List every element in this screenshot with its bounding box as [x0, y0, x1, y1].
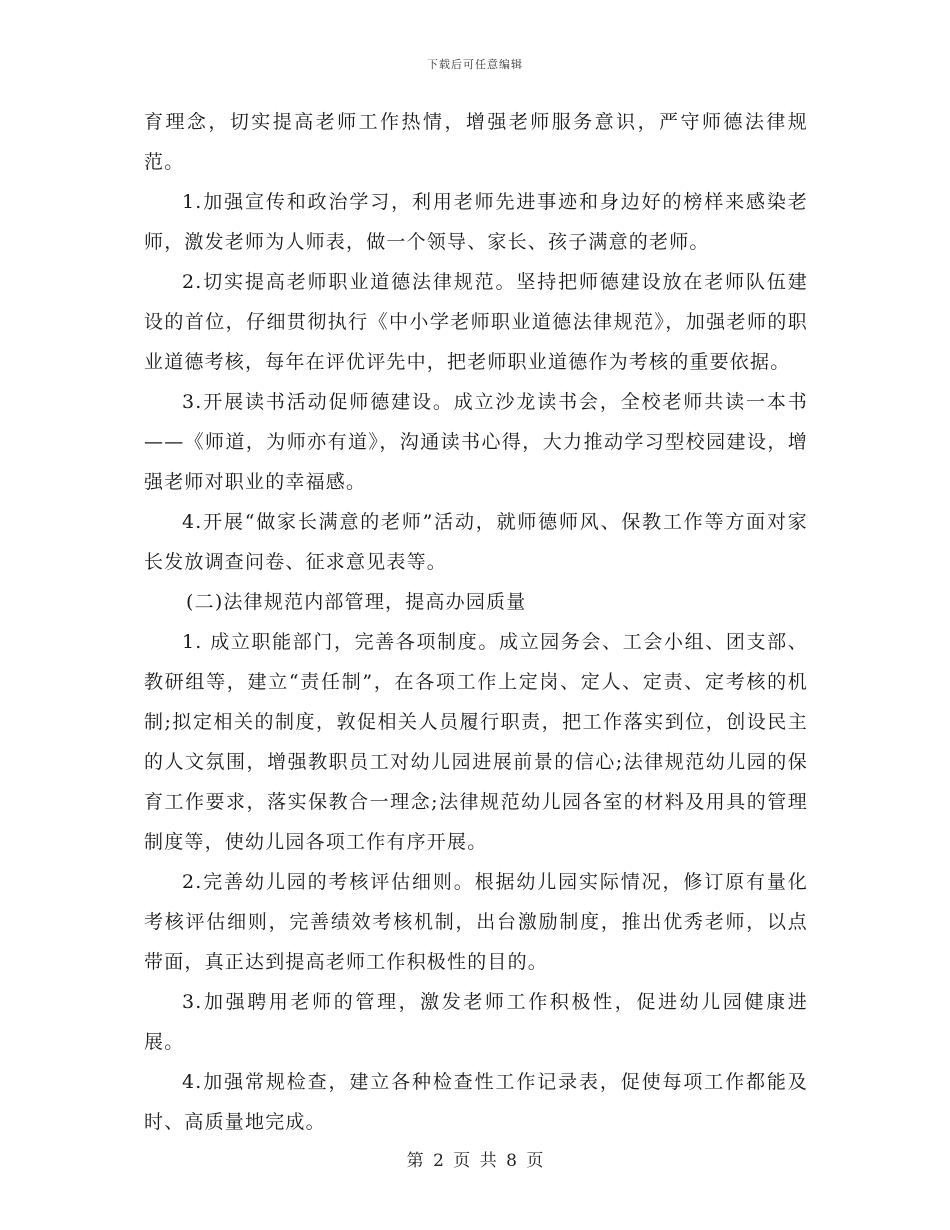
paragraph-section2-item-1: 1. 成立职能部门，完善各项制度。成立园务会、工会小组、团支部、教研组等，建立“责任制”，在各项工作上定岗、定人、定责、定考核的机制;拟定相关的制度，敦促相关人员履行职责，把工作落实到位，创设民主的人文氛围，增强教职员工对幼儿园进展前景的信心;法律规范幼儿园的保育工作要求，落实保教合一理念;法律规范幼儿园各室的材料及用具的管理制度等，使幼儿园各项工作有序开展。 [144, 631, 808, 853]
page-number-footer: 第 2 页 共 8 页 [406, 1151, 544, 1171]
paragraph-section2-item-2: 2.完善幼儿园的考核评估细则。根据幼儿园实际情况，修订原有量化考核评估细则，完善绩效考核机制，出台激励制度，推出优秀老师，以点带面，真正达到提高老师工作积极性的目的。 [144, 871, 808, 973]
paragraph-section2-item-4: 4.加强常规检查，建立各种检查性工作记录表，促使每项工作都能及时、高质量地完成。 [144, 1071, 808, 1133]
document-body [144, 102, 808, 1142]
paragraph-item-1: 1.加强宣传和政治学习，利用老师先进事迹和身边好的榜样来感染老师，激发老师为人师表，做一个领导、家长、孩子满意的老师。 [144, 191, 808, 253]
section-heading: (二)法律规范内部管理，提高办园质量 [186, 591, 527, 613]
paragraph-item-3: 3.开展读书活动促师德建设。成立沙龙读书会，全校老师共读一本书——《师道，为师亦有道》，沟通读书心得，大力推动学习型校园建设，增强老师对职业的幸福感。 [144, 391, 808, 493]
paragraph-item-4: 4.开展“做家长满意的老师”活动，就师德师风、保教工作等方面对家长发放调查问卷、征求意见表等。 [144, 511, 808, 573]
paragraph-item-2: 2.切实提高老师职业道德法律规范。坚持把师德建设放在老师队伍建设的首位，仔细贯彻执行《中小学老师职业道德法律规范》，加强老师的职业道德考核，每年在评优评先中，把老师职业道德作为考核的重要依据。 [144, 271, 808, 373]
paragraph-continuation: 育理念，切实提高老师工作热情，增强老师服务意识，严守师德法律规范。 [144, 111, 808, 173]
page-header: 下载后可任意编辑 [427, 58, 523, 71]
paragraph-section2-item-3: 3.加强聘用老师的管理，激发老师工作积极性，促进幼儿园健康进展。 [144, 991, 808, 1053]
